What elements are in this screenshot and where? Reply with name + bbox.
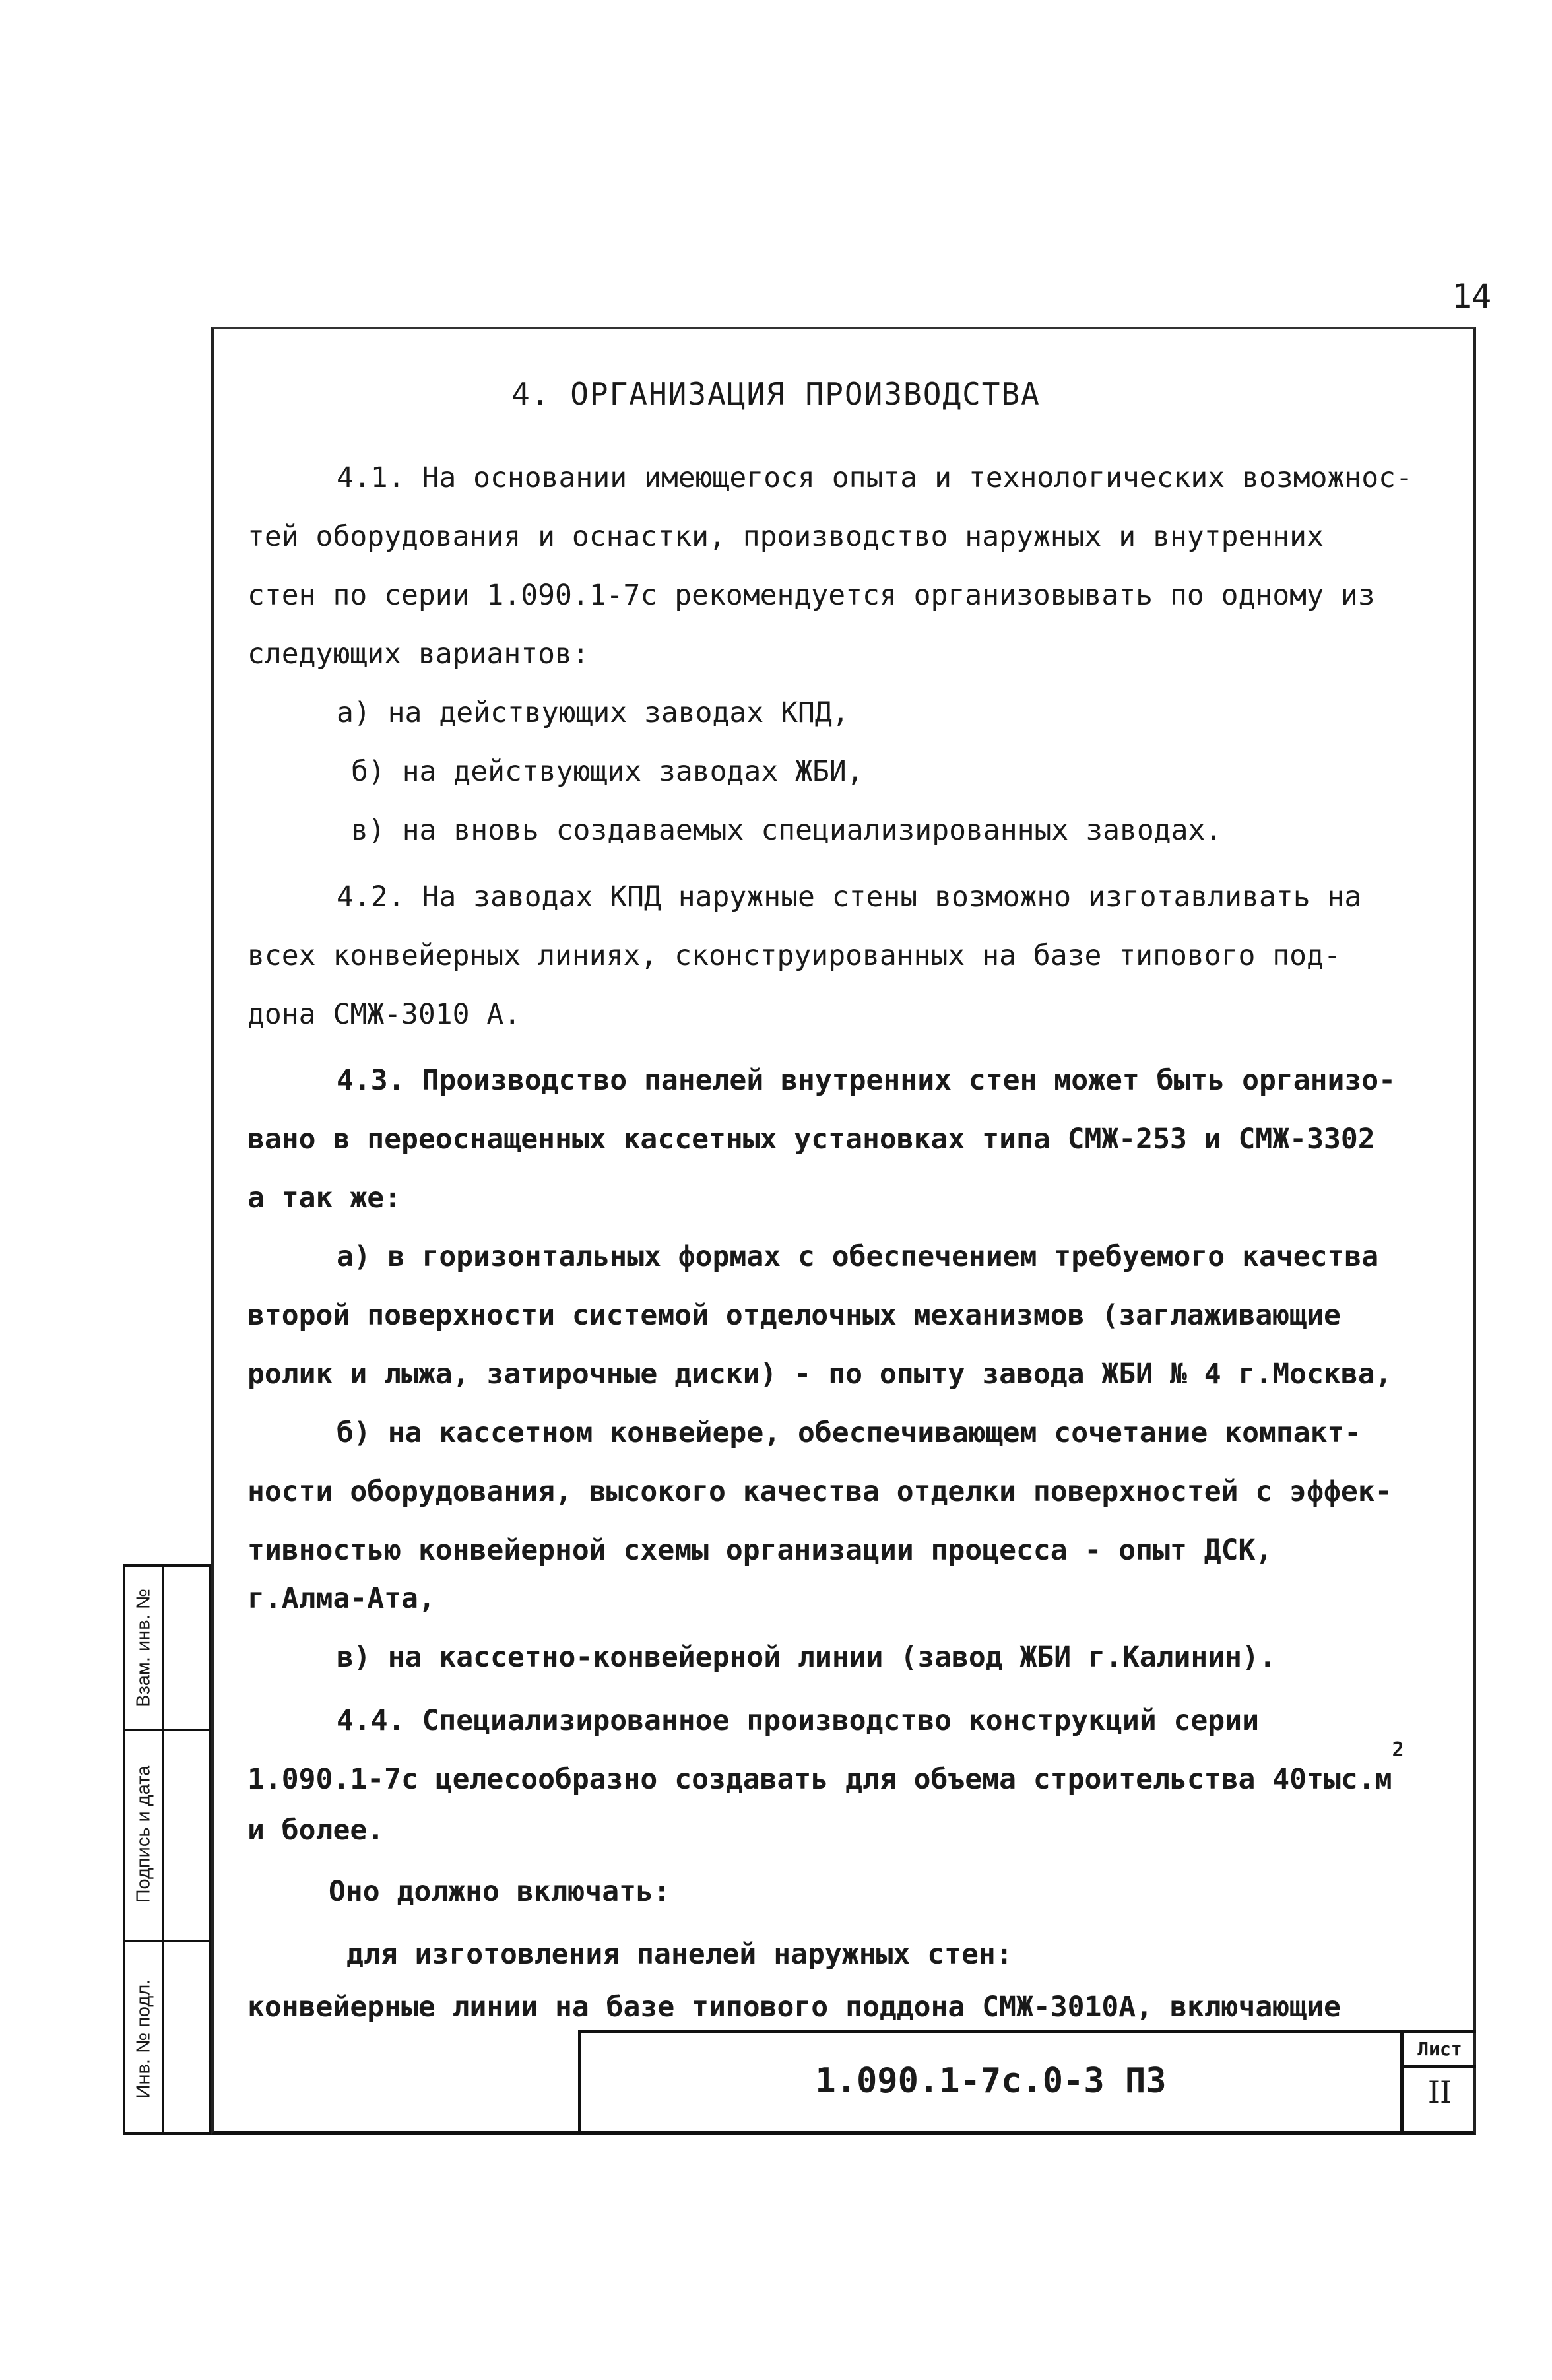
paragraph-line: ролик и лыжа, затирочные диски) - по опыту завода ЖБИ № 4 г.Москва,	[247, 1358, 1392, 1391]
side-stamp-values	[162, 1567, 209, 2132]
paragraph-line: и более.	[247, 1814, 385, 1847]
list-item: в) на кассетно-конвейерной линии (завод ЖБИ г.Калинин).	[337, 1641, 1276, 1674]
paragraph-line: 4.2. На заводах КПД наружные стены возможно изготавливать на	[337, 880, 1362, 913]
paragraph-line: конвейерные линии на базе типового поддона СМЖ-3010А, включающие	[247, 1991, 1341, 2024]
list-item: б) на действующих заводах ЖБИ,	[351, 755, 864, 788]
paragraph-line: 4.3. Производство панелей внутренних стен может быть организо-	[337, 1064, 1396, 1097]
list-item: в) на вновь создаваемых специализированных заводах.	[351, 814, 1223, 847]
sheet-label: Лист	[1404, 2033, 1476, 2068]
paragraph-line: 4.1. На основании имеющегося опыта и технологических возможнос-	[337, 461, 1413, 494]
signature-date-label: Подпись и дата	[133, 1765, 154, 1903]
side-stamp	[123, 1564, 211, 2135]
superscript-2: 2	[1392, 1738, 1404, 1762]
paragraph-line: ности оборудования, высокого качества отделки поверхностей с эффек-	[247, 1475, 1392, 1508]
paragraph-line: дона СМЖ-3010 А.	[247, 998, 521, 1031]
signature-date-cell	[125, 1729, 162, 1942]
inv-podl-label: Инв. № подл.	[133, 1979, 154, 2099]
sheet-number: II	[1427, 2074, 1452, 2110]
paragraph-line: Оно должно включать:	[329, 1875, 670, 1908]
section-heading: 4. ОРГАНИЗАЦИЯ ПРОИЗВОДСТВА	[511, 376, 1041, 412]
vzam-inv-value	[162, 1567, 209, 1731]
paragraph-line: г.Алма-Ата,	[247, 1582, 436, 1615]
signature-date-value	[162, 1729, 209, 1942]
paragraph-line: стен по серии 1.090.1-7с рекомендуется организовывать по одному из	[247, 579, 1375, 612]
vzam-inv-cell	[125, 1567, 162, 1731]
page-number: 14	[1452, 277, 1492, 315]
list-item: а) на действующих заводах КПД,	[337, 696, 849, 729]
paragraph-line: 4.4. Специализированное производство конструкций серии	[337, 1704, 1259, 1737]
title-block	[578, 2030, 1400, 2135]
paragraph-line: вано в переоснащенных кассетных установках типа СМЖ-253 и СМЖ-3302	[247, 1123, 1375, 1156]
paragraph-line	[247, 1738, 1448, 1809]
paragraph-line: тивностью конвейерной схемы организации процесса - опыт ДСК,	[247, 1534, 1273, 1567]
paragraph-text: 1.090.1-7с целесообразно создавать для объема строительства 40тыс.м	[247, 1763, 1392, 1796]
sheet-box	[1400, 2030, 1476, 2135]
inv-podl-value	[162, 1940, 209, 2138]
paragraph-line: тей оборудования и оснастки, производство наружных и внутренних	[247, 520, 1324, 553]
inv-podl-cell	[125, 1940, 162, 2138]
paragraph-line: следующих вариантов:	[247, 638, 589, 671]
paragraph-line: а так же:	[247, 1181, 401, 1214]
vzam-inv-label: Взам. инв. №	[133, 1588, 154, 1707]
side-stamp-labels	[125, 1567, 164, 2132]
paragraph-line: второй поверхности системой отделочных механизмов (заглаживающие	[247, 1299, 1341, 1332]
paragraph-line: для изготовления панелей наружных стен:	[346, 1938, 1013, 1971]
list-item: б) на кассетном конвейере, обеспечивающем сочетание компакт-	[337, 1416, 1362, 1449]
paragraph-line: всех конвейерных линиях, сконструированных на базе типового под-	[247, 939, 1341, 972]
list-item: а) в горизонтальных формах с обеспечением требуемого качества	[337, 1240, 1379, 1273]
document-code: 1.090.1-7с.0-3 ПЗ	[815, 2061, 1167, 2101]
